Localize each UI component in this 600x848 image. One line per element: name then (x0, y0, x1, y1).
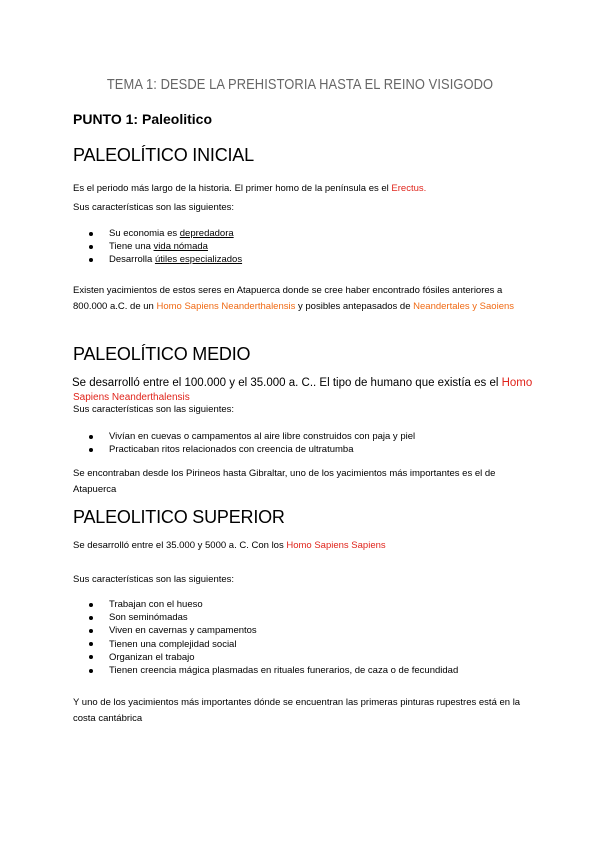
heading-paleolitico-medio: PALEOLÍTICO MEDIO (73, 344, 251, 364)
bullet-text: Su economia es (109, 228, 180, 239)
list-item (89, 651, 458, 664)
list-item (89, 598, 458, 611)
document-title: TEMA 1: DESDE LA PREHISTORIA HASTA EL REINO VISIGODO (106, 76, 494, 93)
superior-intro-highlight: Homo Sapiens Sapiens (286, 540, 386, 551)
list-item (89, 253, 242, 266)
medio-intro (72, 377, 542, 390)
bullet-icon (89, 603, 93, 607)
superior-characteristics-label: Sus características son las siguientes: (73, 574, 235, 585)
bullet-text: Son seminómadas (109, 612, 188, 624)
bullet-underlined-text: útiles especializados (154, 254, 243, 266)
bullet-icon (89, 258, 93, 262)
superior-intro-text: Se desarrolló entre el 35.000 y 5000 a. C. Con los (73, 540, 287, 551)
bullet-icon (89, 655, 93, 659)
list-item (89, 443, 415, 456)
bullet-icon (89, 435, 93, 439)
bullet-text: Organizan el trabajo (109, 651, 195, 663)
inicial-bullet-list (89, 227, 242, 267)
bullet-icon (89, 629, 93, 633)
superior-bullet-list (89, 598, 458, 677)
bullet-icon (89, 669, 93, 673)
heading-paleolitico-inicial: PALEOLÍTICO INICIAL (73, 145, 254, 165)
bullet-text: Vivían en cuevas o campamentos al aire libre construidos con paja y piel (109, 431, 416, 442)
heading-paleolitico-superior: PALEOLITICO SUPERIOR (73, 507, 285, 527)
superior-intro (73, 538, 533, 554)
bullet-icon (89, 232, 93, 236)
medio-bullet-list (89, 430, 415, 456)
inicial-paragraph-highlight-2: Neandertales y Saoiens (413, 301, 515, 312)
inicial-characteristics-label: Sus características son las siguientes: (73, 202, 235, 213)
bullet-text: Viven en cavernas y campamentos (109, 625, 257, 637)
medio-characteristics-label: Sus características son las siguientes: (73, 404, 235, 415)
section-punto-heading: PUNTO 1: Paleolitico (73, 111, 212, 127)
list-item (89, 227, 242, 240)
bullet-text: Trabajan con el hueso (109, 599, 203, 610)
bullet-text: Tiene una (109, 241, 154, 253)
bullet-icon (89, 616, 93, 620)
superior-paragraph: Y uno de los yacimientos más importantes dónde se encuentran las primeras pinturas rupestres está en la costa cantábrica (73, 697, 521, 724)
inicial-intro (73, 181, 533, 197)
medio-intro-text: Se desarrolló entre el 100.000 y el 35.000 a. C.. El tipo de humano que existía es el (72, 377, 502, 389)
bullet-text: Tienen creencia mágica plasmadas en rituales funerarios, de caza o de fecundidad (109, 665, 459, 677)
inicial-paragraph-highlight-1: Homo Sapiens Neanderthalensis (156, 301, 296, 312)
bullet-text: Practicaban ritos relacionados con creencia de ultratumba (109, 444, 354, 456)
bullet-icon (89, 642, 93, 646)
inicial-paragraph (73, 283, 533, 315)
inicial-intro-highlight: Erectus. (391, 183, 427, 194)
inicial-paragraph-text-2: y posibles antepasados de (295, 301, 414, 312)
list-item (89, 664, 458, 677)
bullet-text: Desarrolla (109, 254, 155, 266)
list-item (89, 240, 242, 253)
list-item (89, 638, 458, 651)
inicial-intro-text: Es el periodo más largo de la historia. El primer homo de la península es el (73, 183, 392, 194)
inicial-paragraph-text-1: Existen yacimientos de estos seres en Atapuerca donde se cree haber encontrado fósiles anteriores a 800.000 a.C. de un (73, 285, 503, 312)
list-item (89, 611, 458, 624)
medio-intro-highlight-b: Sapiens Neanderthalensis (73, 392, 190, 403)
bullet-underlined-text: depredadora (179, 228, 234, 239)
bullet-icon (89, 448, 93, 452)
medio-paragraph: Se encontraban desde los Pirineos hasta Gibraltar, uno de los yacimientos más importantes es el de Atapuerca (73, 468, 496, 495)
bullet-text: Tienen una complejidad social (109, 638, 237, 650)
list-item (89, 624, 458, 637)
medio-intro-highlight-a: Homo (501, 377, 533, 389)
bullet-icon (89, 245, 93, 249)
bullet-underlined-text: vida nómada (153, 241, 208, 253)
list-item (89, 430, 415, 443)
